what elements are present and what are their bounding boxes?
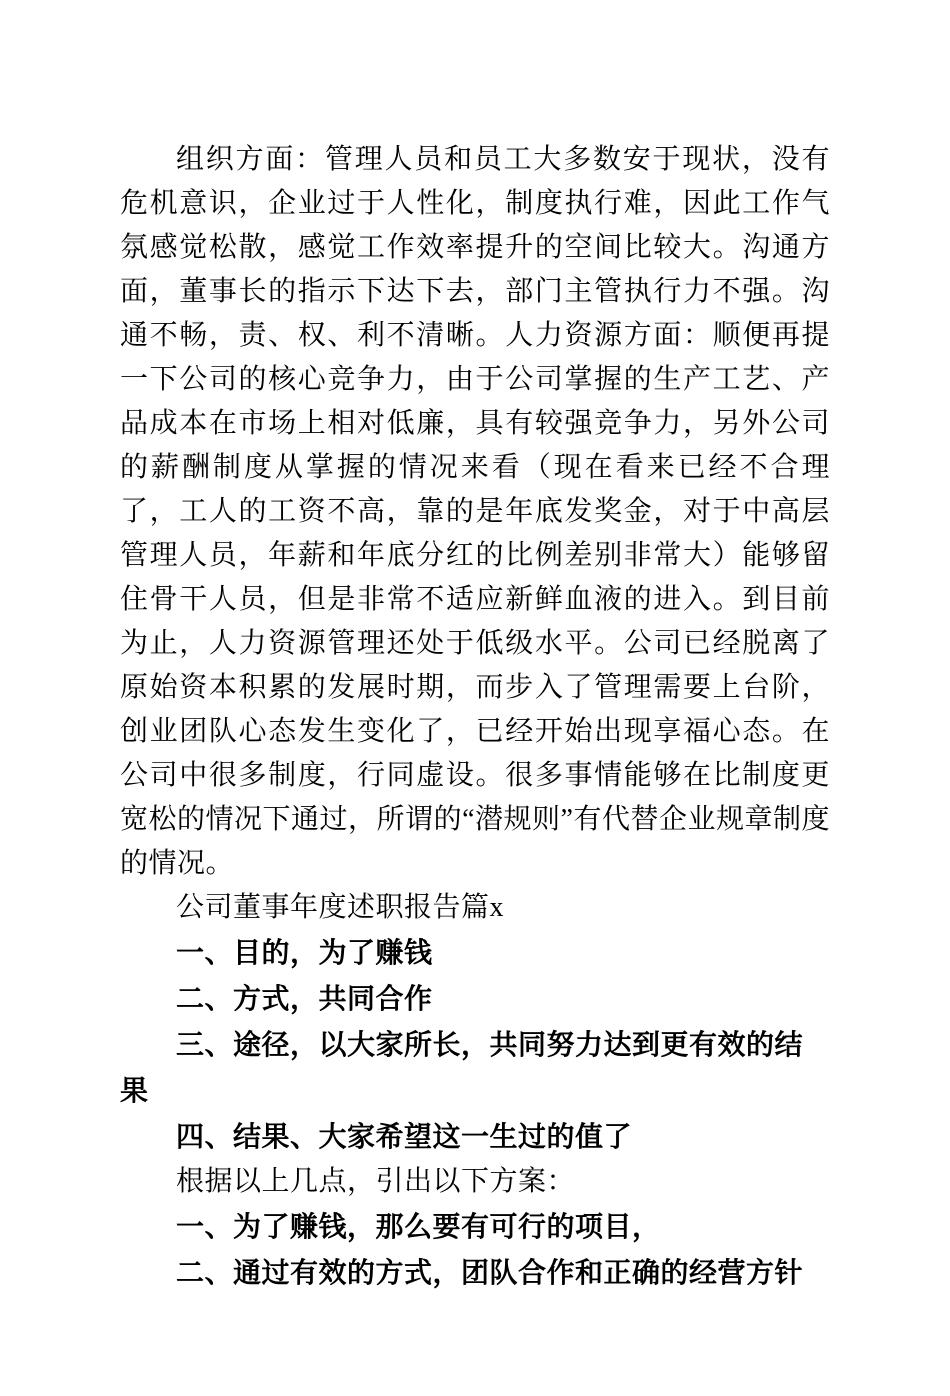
heading-plan-2: 二、通过有效的方式，团队合作和正确的经营方针 [176, 1257, 804, 1288]
body-paragraph-overview: 组织方面：管理人员和员工大多数安于现状，没有危机意识，企业过于人性化，制度执行难，因此工作气氛感觉松散，感觉工作效率提升的空间比较大。沟通方面，董事长的指示下达下去，部门主管执行力不强。沟通不畅，责、权、利不清晰。人力资源方面：顺便再提一下公司的核心竞争力，由于公司掌握的生产工艺、产品成本在市场上相对低廉，具有较强竞争力，另外公司的薪酬制度从掌握的情况来看（现在看来已经不合理了，工人的工资不高，靠的是年底发奖金，对于中高层管理人员，年薪和年底分红的比例差别非常大）能够留住骨干人员，但是非常不适应新鲜血液的进入。到目前为止，人力资源管理还处于低级水平。公司已经脱离了原始资本积累的发展时期，而步入了管理需要上台阶，创业团队心态发生变化了，已经开始出现享福心态。在公司中很多制度，行同虚设。很多事情能够在比制度更宽松的情况下通过，所谓的“潜规则”有代替企业规章制度的情况。 [120, 144, 830, 879]
heading-item-3-approach: 三、途径，以大家所长，共同努力达到更有效的结果 [120, 1029, 804, 1106]
heading-plan-1: 一、为了赚钱，那么要有可行的项目， [176, 1211, 661, 1242]
heading-item-1-purpose: 一、目的，为了赚钱 [176, 937, 433, 968]
body-paragraph-transition: 根据以上几点，引出以下方案： [176, 1166, 576, 1197]
heading-item-2-method: 二、方式，共同合作 [176, 983, 433, 1014]
heading-item-4-result: 四、结果、大家希望这一生过的值了 [176, 1121, 633, 1152]
report-title-line: 公司董事年度述职报告篇x [176, 892, 505, 923]
